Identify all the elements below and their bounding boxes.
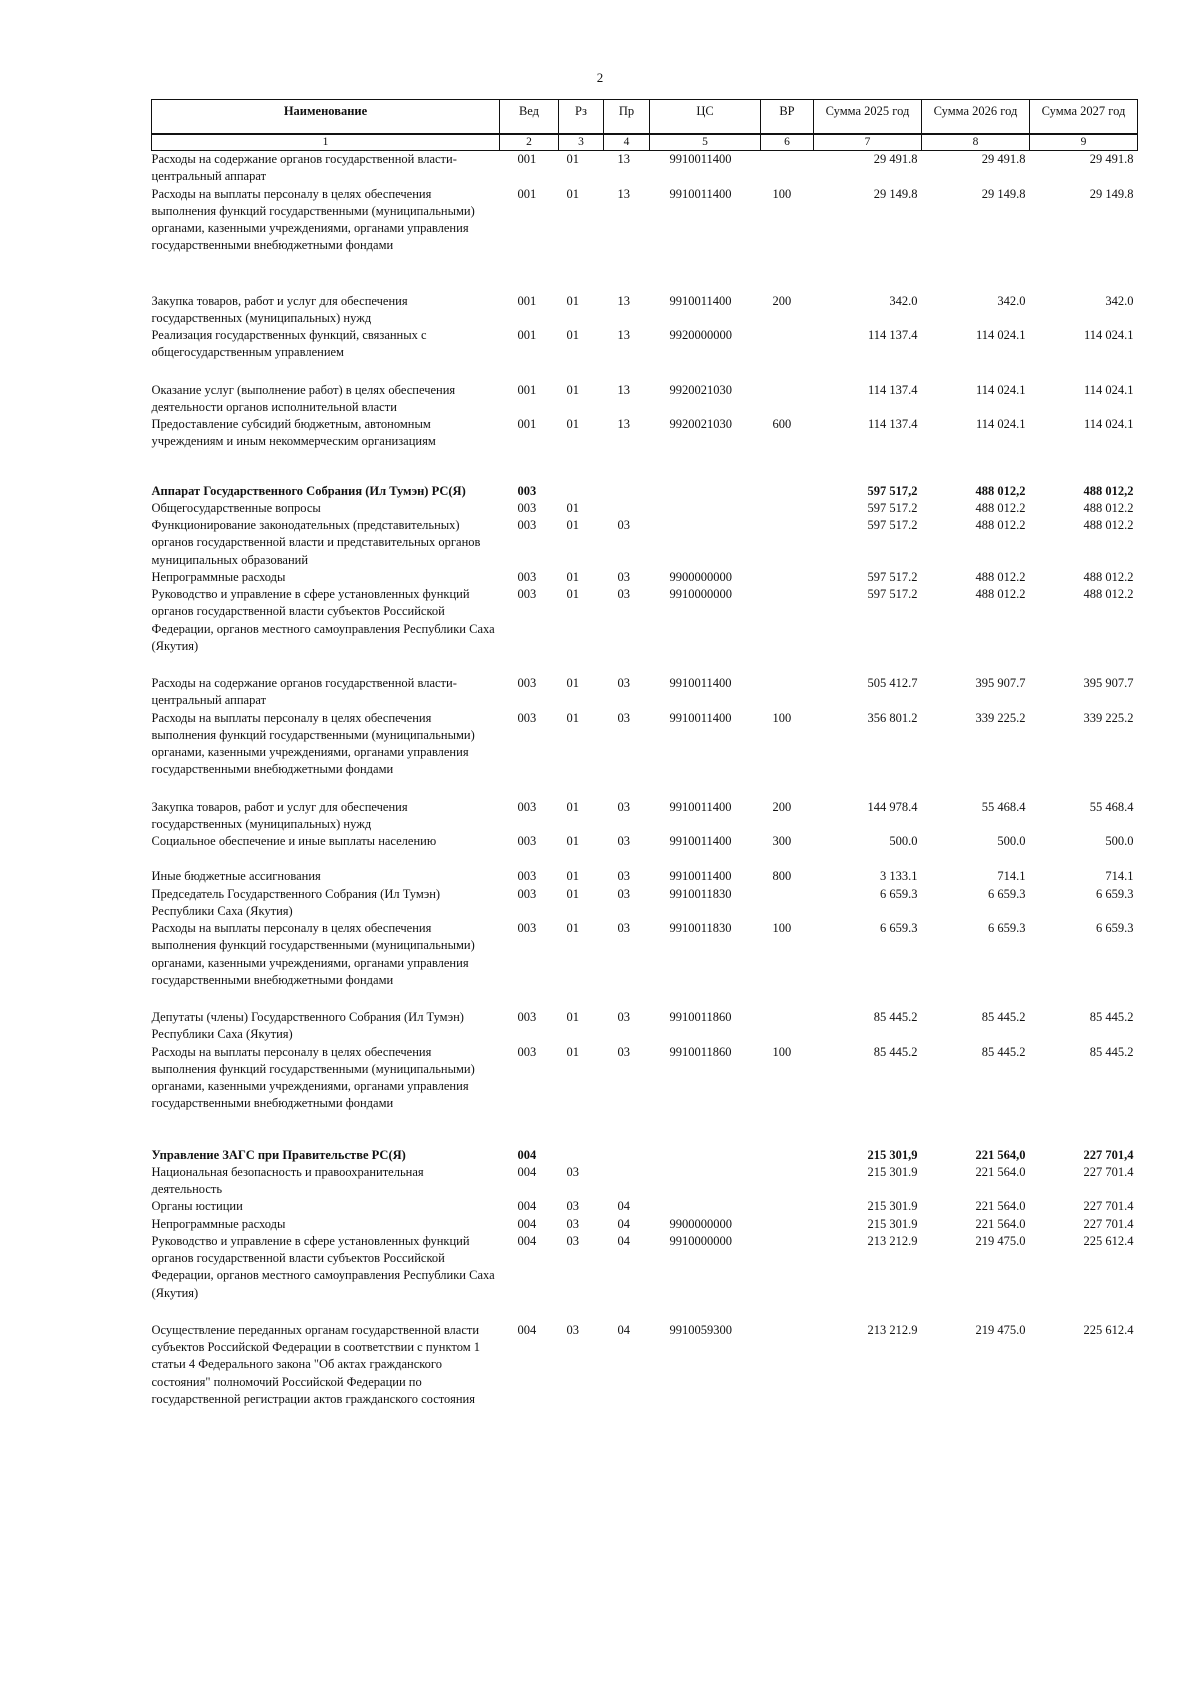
column-number: 2 (500, 134, 559, 151)
page-number: 2 (596, 70, 604, 85)
row-vr: 200 (772, 293, 792, 308)
row-sum-2025: 29 491.8 (873, 152, 918, 166)
row-ved: 001 (517, 382, 537, 397)
row-sum-2025: 6 659.3 (880, 921, 918, 935)
row-cs: 9910059300 (669, 1322, 732, 1337)
row-sum-2026: 488 012.2 (975, 569, 1026, 584)
row-sum-2025: 215 301,9 (867, 1147, 918, 1162)
table-row (152, 1233, 1138, 1322)
row-vr (761, 471, 814, 500)
row-vr: 200 (772, 799, 792, 814)
row-sum-2027: 339 225.2 (1083, 710, 1134, 725)
row-cs (650, 1164, 761, 1199)
row-sum-2026: 488 012.2 (975, 518, 1026, 532)
row-pr: 03 (617, 834, 630, 848)
row-ved: 004 (517, 1322, 537, 1337)
row-ved: 003 (517, 869, 537, 884)
row-name: Расходы на выплаты персоналу в целях обеспечения выполнения функций государственными (муниципальными) органами, казенными учреждениями, органами управления государственными внебюджетными фондами (151, 1044, 475, 1111)
row-sum-2025: 597 517.2 (867, 587, 918, 601)
header-ved: Вед (500, 100, 559, 135)
row-ved: 004 (517, 1233, 537, 1248)
row-sum-2027: 500.0 (1105, 834, 1134, 848)
column-number: 6 (761, 134, 814, 151)
row-pr: 03 (617, 587, 630, 601)
row-vr (761, 675, 814, 710)
row-rz: 01 (566, 417, 579, 431)
table-row (152, 382, 1138, 417)
header-sum-2025: Сумма 2025 год (814, 100, 922, 135)
row-rz: 01 (566, 382, 579, 397)
row-rz: 01 (566, 293, 579, 308)
row-sum-2025: 215 301.9 (867, 1199, 918, 1214)
row-sum-2026: 114 024.1 (975, 328, 1026, 342)
row-pr (604, 500, 650, 517)
row-cs: 9910011400 (669, 799, 732, 814)
row-pr: 03 (617, 676, 630, 690)
row-sum-2026: 29 149.8 (981, 186, 1026, 201)
row-rz: 01 (566, 328, 579, 342)
row-sum-2027: 6 659.3 (1096, 886, 1134, 901)
row-vr (761, 586, 814, 675)
row-sum-2027: 55 468.4 (1089, 799, 1134, 814)
table-row (152, 586, 1138, 675)
table-row (152, 1044, 1138, 1135)
row-sum-2027: 227 701.4 (1083, 1216, 1134, 1231)
row-sum-2027: 227 701,4 (1083, 1147, 1134, 1162)
table-row (152, 1198, 1138, 1215)
column-number: 7 (814, 134, 922, 151)
row-sum-2026: 500.0 (997, 834, 1026, 848)
row-vr (761, 1216, 814, 1233)
row-name: Осуществление переданных органам государственной власти субъектов Российской Федерации в соответствии с пунктом 1 статьи 4 Федерального закона "Об актах гражданского состояния" полномочий Российской Федерации по государственной регистрации актов гражданского состояния (151, 1322, 480, 1406)
table-row (152, 151, 1138, 186)
row-name: Непрограммные расходы (151, 1216, 286, 1231)
row-pr: 04 (617, 1233, 630, 1248)
row-sum-2026: 85 445.2 (981, 1010, 1026, 1024)
row-name: Руководство и управление в сфере установленных функций органов государственной власти субъектов Российской Федерации, органов местного самоуправления Республики Саха (Якутия) (151, 587, 495, 653)
row-ved: 004 (517, 1216, 537, 1231)
row-pr: 04 (617, 1322, 630, 1337)
row-sum-2025: 29 149.8 (873, 186, 918, 201)
row-sum-2025: 213 212.9 (867, 1233, 918, 1248)
row-vr (761, 151, 814, 186)
row-vr: 100 (772, 1044, 792, 1059)
row-name: Оказание услуг (выполнение работ) в целях обеспечения деятельности органов исполнительной власти (151, 382, 456, 414)
row-vr (761, 1198, 814, 1215)
row-ved: 001 (517, 293, 537, 308)
row-pr (604, 1164, 650, 1199)
row-rz: 01 (566, 799, 579, 814)
row-rz: 01 (566, 569, 579, 584)
row-ved: 003 (517, 710, 537, 725)
table-row (152, 1322, 1138, 1408)
row-cs (650, 517, 761, 569)
column-number: 3 (559, 134, 604, 151)
row-sum-2026: 714.1 (997, 869, 1026, 884)
row-rz: 01 (566, 834, 579, 848)
row-rz: 03 (566, 1164, 579, 1179)
row-name: Расходы на выплаты персоналу в целях обеспечения выполнения функций государственными (муниципальными) органами, казенными учреждениями, органами управления государственными внебюджетными фондами (151, 921, 475, 987)
row-cs (650, 1135, 761, 1164)
row-ved: 003 (517, 921, 537, 935)
row-sum-2027: 6 659.3 (1096, 921, 1134, 935)
row-sum-2026: 395 907.7 (975, 676, 1026, 690)
table-row (152, 675, 1138, 710)
row-name: Функционирование законодательных (представительных) органов государственной власти и представительных органов муниципальных образований (151, 518, 481, 567)
header-cs: ЦС (650, 100, 761, 135)
row-sum-2027: 225 612.4 (1083, 1322, 1134, 1337)
table-row (152, 293, 1138, 328)
row-cs: 9910011400 (669, 186, 732, 201)
row-rz: 03 (566, 1233, 579, 1248)
row-cs: 9920000000 (669, 328, 732, 342)
row-cs: 9900000000 (669, 569, 732, 584)
table-row (152, 517, 1138, 569)
row-sum-2025: 213 212.9 (867, 1322, 918, 1337)
header-rz: Рз (559, 100, 604, 135)
row-sum-2025: 597 517.2 (867, 500, 918, 515)
row-sum-2025: 356 801.2 (867, 710, 918, 725)
row-sum-2026: 114 024.1 (975, 382, 1026, 397)
row-sum-2026: 219 475.0 (975, 1233, 1026, 1248)
row-cs (650, 500, 761, 517)
row-sum-2027: 85 445.2 (1089, 1010, 1134, 1024)
row-rz (559, 471, 604, 500)
row-sum-2025: 6 659.3 (880, 886, 918, 901)
row-name: Аппарат Государственного Собрания (Ил Тумэн) РС(Я) (151, 483, 466, 498)
row-sum-2026: 219 475.0 (975, 1322, 1026, 1337)
row-pr: 13 (617, 293, 630, 308)
row-sum-2027: 114 024.1 (1083, 417, 1134, 431)
table-row (152, 1216, 1138, 1233)
table-row (152, 886, 1138, 921)
row-rz: 01 (566, 1010, 579, 1024)
table-row (152, 710, 1138, 799)
row-rz: 01 (566, 500, 579, 515)
row-cs: 9910011400 (669, 710, 732, 725)
row-sum-2025: 3 133.1 (880, 869, 918, 884)
row-sum-2025: 215 301.9 (867, 1164, 918, 1179)
row-ved: 001 (517, 328, 537, 342)
row-sum-2025: 500.0 (889, 834, 918, 848)
row-ved: 003 (517, 799, 537, 814)
row-ved: 004 (517, 1199, 537, 1214)
table-row (152, 416, 1138, 471)
row-name: Непрограммные расходы (151, 569, 286, 584)
row-pr: 03 (617, 869, 630, 884)
row-sum-2025: 114 137.4 (867, 417, 918, 431)
row-rz: 01 (566, 710, 579, 725)
row-cs: 9900000000 (669, 1216, 732, 1231)
table-row (152, 868, 1138, 885)
row-sum-2025: 505 412.7 (867, 676, 918, 690)
budget-table (151, 99, 1138, 1408)
row-ved: 003 (517, 1010, 537, 1024)
row-ved: 004 (517, 1164, 537, 1179)
row-ved: 001 (517, 152, 537, 166)
row-pr: 13 (617, 152, 630, 166)
row-sum-2027: 488 012,2 (1083, 483, 1134, 498)
row-pr: 13 (617, 186, 630, 201)
row-ved: 003 (517, 834, 537, 848)
row-pr: 03 (617, 1044, 630, 1059)
row-cs: 9910011860 (669, 1010, 732, 1024)
row-cs: 9910011830 (669, 886, 732, 901)
row-ved: 003 (517, 569, 537, 584)
table-row (152, 799, 1138, 834)
table-row (152, 327, 1138, 382)
row-sum-2027: 29 149.8 (1089, 186, 1134, 201)
row-pr: 03 (617, 710, 630, 725)
row-sum-2026: 339 225.2 (975, 710, 1026, 725)
row-rz: 01 (566, 587, 579, 601)
row-sum-2025: 597 517.2 (867, 569, 918, 584)
row-pr: 13 (617, 382, 630, 397)
row-ved: 001 (517, 186, 537, 201)
row-sum-2025: 144 978.4 (867, 799, 918, 814)
row-name: Расходы на выплаты персоналу в целях обеспечения выполнения функций государственными (муниципальными) органами, казенными учреждениями, органами управления государственными внебюджетными фондами (151, 186, 475, 253)
row-vr (761, 569, 814, 586)
row-pr: 03 (617, 921, 630, 935)
row-name: Реализация государственных функций, связанных с общегосударственным управлением (151, 328, 427, 360)
row-pr: 03 (617, 569, 630, 584)
row-cs: 9910011400 (669, 676, 732, 690)
row-cs: 9910000000 (669, 587, 732, 601)
row-cs: 9910011400 (669, 834, 732, 848)
row-sum-2025: 114 137.4 (867, 328, 918, 342)
row-cs: 9910011400 (669, 869, 732, 884)
table-row (152, 1164, 1138, 1199)
row-sum-2026: 114 024.1 (975, 417, 1026, 431)
row-pr: 03 (617, 799, 630, 814)
row-name: Иные бюджетные ассигнования (151, 869, 321, 884)
row-rz: 01 (566, 186, 579, 201)
row-sum-2027: 227 701.4 (1083, 1164, 1134, 1179)
row-sum-2026: 221 564,0 (975, 1147, 1026, 1162)
row-vr (761, 1233, 814, 1322)
row-sum-2026: 55 468.4 (981, 799, 1026, 814)
row-name: Расходы на содержание органов государственной власти- центральный аппарат (151, 676, 457, 708)
row-name: Социальное обеспечение и иные выплаты населению (151, 834, 437, 848)
row-rz: 01 (566, 1044, 579, 1059)
row-sum-2027: 225 612.4 (1083, 1233, 1134, 1248)
row-rz: 01 (566, 921, 579, 935)
table-body (152, 151, 1138, 1409)
row-vr (761, 327, 814, 382)
row-sum-2027: 488 012.2 (1083, 569, 1134, 584)
row-cs: 9910011400 (669, 293, 732, 308)
row-ved: 001 (517, 417, 537, 431)
row-pr: 13 (617, 328, 630, 342)
row-name: Закупка товаров, работ и услуг для обеспечения государственных (муниципальных) нужд (151, 799, 408, 831)
row-vr: 100 (772, 921, 792, 935)
row-sum-2026: 85 445.2 (981, 1044, 1026, 1059)
table-section-row (152, 1135, 1138, 1164)
header-vr: ВР (761, 100, 814, 135)
row-ved: 004 (517, 1147, 537, 1162)
row-pr: 03 (617, 886, 630, 901)
row-sum-2027: 488 012.2 (1083, 518, 1134, 532)
column-number: 5 (650, 134, 761, 151)
row-pr (604, 471, 650, 500)
column-number: 8 (922, 134, 1030, 151)
row-sum-2026: 488 012,2 (975, 483, 1026, 498)
row-ved: 003 (517, 483, 537, 498)
row-sum-2027: 29 491.8 (1089, 152, 1134, 166)
row-rz: 01 (566, 886, 579, 901)
row-rz: 03 (566, 1216, 579, 1231)
row-sum-2027: 114 024.1 (1083, 382, 1134, 397)
column-number-row (152, 134, 1138, 151)
row-pr: 04 (617, 1199, 630, 1214)
row-ved: 003 (517, 676, 537, 690)
row-sum-2027: 714.1 (1105, 869, 1134, 884)
row-sum-2025: 597 517,2 (867, 483, 918, 498)
row-cs: 9910011860 (669, 1044, 732, 1059)
row-sum-2025: 114 137.4 (867, 382, 918, 397)
row-cs: 9910000000 (669, 1233, 732, 1248)
row-ved: 003 (517, 518, 537, 532)
row-name: Председатель Государственного Собрания (Ил Тумэн) Республики Саха (Якутия) (151, 886, 441, 918)
row-vr (761, 1135, 814, 1164)
row-rz: 01 (566, 518, 579, 532)
row-rz: 03 (566, 1322, 579, 1337)
row-cs (650, 471, 761, 500)
row-name: Расходы на выплаты персоналу в целях обеспечения выполнения функций государственными (муниципальными) органами, казенными учреждениями, органами управления государственными внебюджетными фондами (151, 710, 475, 777)
row-vr: 600 (772, 417, 792, 431)
row-sum-2027: 227 701.4 (1083, 1199, 1134, 1214)
row-vr (761, 500, 814, 517)
row-pr: 03 (617, 518, 630, 532)
row-ved: 003 (517, 587, 537, 601)
table-row (152, 569, 1138, 586)
row-vr (761, 1009, 814, 1044)
row-name: Общегосударственные вопросы (151, 500, 321, 515)
row-name: Расходы на содержание органов государственной власти- центральный аппарат (151, 152, 457, 184)
header-sum-2026: Сумма 2026 год (922, 100, 1030, 135)
row-rz: 01 (566, 676, 579, 690)
row-ved: 003 (517, 1044, 537, 1059)
row-sum-2027: 395 907.7 (1083, 676, 1134, 690)
row-ved: 003 (517, 886, 537, 901)
row-sum-2027: 488 012.2 (1083, 587, 1134, 601)
row-sum-2026: 221 564.0 (975, 1164, 1026, 1179)
header-name: Наименование (152, 100, 500, 135)
row-name: Управление ЗАГС при Правительстве РС(Я) (151, 1147, 406, 1162)
row-vr: 100 (772, 710, 792, 725)
row-cs: 9920021030 (669, 382, 732, 397)
header-row (152, 100, 1138, 135)
row-rz (559, 1135, 604, 1164)
table-row (152, 920, 1138, 1009)
row-vr (761, 1164, 814, 1199)
table-row (152, 186, 1138, 293)
row-cs (650, 1198, 761, 1215)
row-sum-2026: 488 012.2 (975, 500, 1026, 515)
header-pr: Пр (604, 100, 650, 135)
row-sum-2026: 221 564.0 (975, 1199, 1026, 1214)
header-sum-2027: Сумма 2027 год (1030, 100, 1138, 135)
row-rz: 01 (566, 869, 579, 884)
column-number: 9 (1030, 134, 1138, 151)
row-name: Национальная безопасность и правоохранительная деятельность (151, 1164, 424, 1196)
row-sum-2026: 488 012.2 (975, 587, 1026, 601)
row-sum-2026: 342.0 (997, 293, 1026, 308)
row-sum-2025: 215 301.9 (867, 1216, 918, 1231)
row-sum-2025: 85 445.2 (873, 1010, 918, 1024)
row-cs: 9920021030 (669, 417, 732, 431)
row-vr (761, 1322, 814, 1408)
row-sum-2025: 342.0 (889, 293, 918, 308)
row-rz: 03 (566, 1199, 579, 1214)
row-name: Депутаты (члены) Государственного Собрания (Ил Тумэн) Республики Саха (Якутия) (151, 1010, 464, 1042)
table-row (152, 1009, 1138, 1044)
row-vr: 800 (772, 869, 792, 884)
row-sum-2027: 488 012.2 (1083, 500, 1134, 515)
table-section-row (152, 471, 1138, 500)
row-vr (761, 517, 814, 569)
row-sum-2026: 6 659.3 (988, 921, 1026, 935)
row-vr: 100 (772, 186, 792, 201)
row-pr: 13 (617, 417, 630, 431)
row-cs: 9910011830 (669, 921, 732, 935)
column-number: 4 (604, 134, 650, 151)
row-name: Предоставление субсидий бюджетным, автономным учреждениям и иным некоммерческим организациям (151, 417, 436, 449)
row-sum-2027: 342.0 (1105, 293, 1134, 308)
row-sum-2027: 114 024.1 (1083, 328, 1134, 342)
row-rz: 01 (566, 152, 579, 166)
row-pr: 03 (617, 1010, 630, 1024)
row-vr: 300 (772, 834, 792, 848)
row-vr (761, 382, 814, 417)
table-row (152, 500, 1138, 517)
row-sum-2025: 597 517.2 (867, 518, 918, 532)
row-sum-2026: 221 564.0 (975, 1216, 1026, 1231)
row-cs: 9910011400 (669, 152, 732, 166)
row-name: Руководство и управление в сфере установленных функций органов государственной власти субъектов Российской Федерации, органов местного самоуправления Республики Саха (Якутия) (151, 1233, 495, 1300)
row-sum-2025: 85 445.2 (873, 1044, 918, 1059)
row-sum-2026: 29 491.8 (981, 152, 1026, 166)
row-sum-2027: 85 445.2 (1089, 1044, 1134, 1059)
row-vr (761, 886, 814, 921)
column-number: 1 (152, 134, 500, 151)
row-pr: 04 (617, 1216, 630, 1231)
table-row (152, 833, 1138, 868)
row-pr (604, 1135, 650, 1164)
row-ved: 003 (517, 500, 537, 515)
row-name: Закупка товаров, работ и услуг для обеспечения государственных (муниципальных) нужд (151, 293, 408, 325)
row-name: Органы юстиции (151, 1199, 243, 1214)
row-sum-2026: 6 659.3 (988, 886, 1026, 901)
